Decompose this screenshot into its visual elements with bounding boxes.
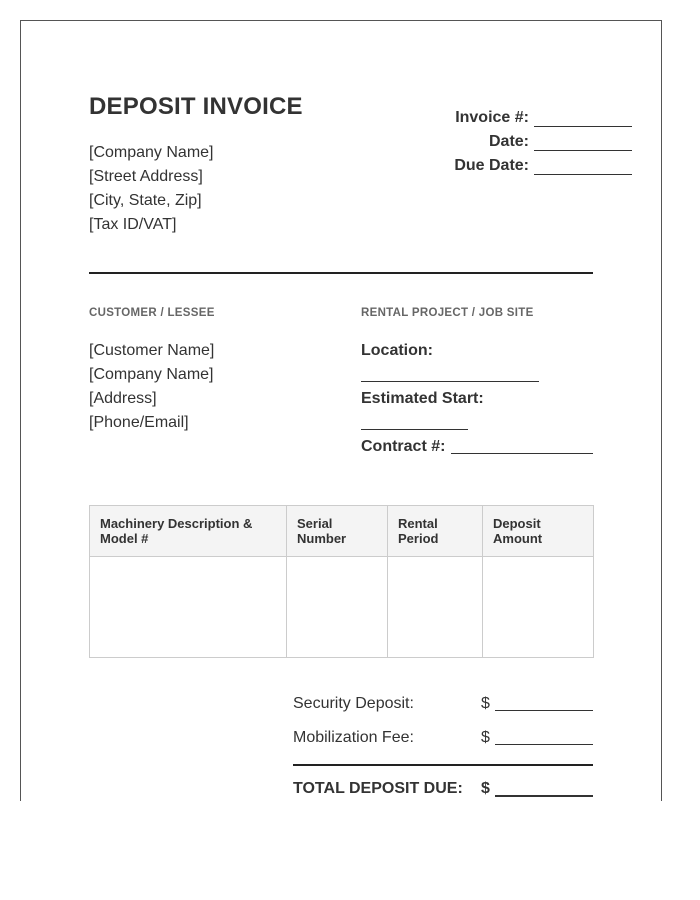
column-header-deposit-amount: Deposit Amount <box>483 506 594 557</box>
total-deposit-due-field[interactable] <box>495 795 593 797</box>
invoice-number-field[interactable] <box>534 112 632 127</box>
security-deposit-currency: $ <box>481 695 490 712</box>
company-city-state-zip: [City, State, Zip] <box>89 192 202 209</box>
invoice-number-row <box>455 103 632 127</box>
mobilization-fee-label: Mobilization Fee: <box>293 729 414 746</box>
total-deposit-due-currency: $ <box>481 780 490 797</box>
column-header-rental-period: Rental Period <box>388 506 483 557</box>
security-deposit-field[interactable] <box>495 710 593 711</box>
location-label: Location: <box>361 342 433 359</box>
project-heading: RENTAL PROJECT / JOB SITE <box>361 307 534 319</box>
estimated-start-label: Estimated Start: <box>361 390 484 407</box>
company-street-address: [Street Address] <box>89 168 203 185</box>
location-field[interactable] <box>361 381 539 382</box>
deposit-amount-cell[interactable] <box>483 557 594 658</box>
total-deposit-due-label: TOTAL DEPOSIT DUE: <box>293 780 463 797</box>
date-row <box>489 127 632 151</box>
security-deposit-label: Security Deposit: <box>293 695 414 712</box>
date-label: Date: <box>488 133 529 150</box>
due-date-label: Due Date: <box>454 157 529 174</box>
company-address-block <box>89 141 214 237</box>
totals-divider <box>293 764 593 766</box>
customer-company-name: [Company Name] <box>89 366 214 383</box>
table-header-row <box>90 506 594 557</box>
contract-label: Contract #: <box>361 438 446 455</box>
mobilization-fee-currency: $ <box>481 729 490 746</box>
column-header-description: Machinery Description & Model # <box>90 506 287 557</box>
due-date-field[interactable] <box>534 160 632 175</box>
description-cell[interactable] <box>90 557 287 658</box>
header-divider <box>89 272 593 274</box>
customer-phone-email: [Phone/Email] <box>89 414 189 431</box>
due-date-row <box>454 151 632 175</box>
invoice-title: DEPOSIT INVOICE <box>89 93 303 120</box>
column-header-serial-number: Serial Number <box>287 506 388 557</box>
rental-period-cell[interactable] <box>388 557 483 658</box>
customer-heading: CUSTOMER / LESSEE <box>89 307 215 319</box>
contract-field[interactable] <box>451 453 593 454</box>
company-tax-id: [Tax ID/VAT] <box>89 216 177 233</box>
customer-block <box>89 339 214 435</box>
serial-number-cell[interactable] <box>287 557 388 658</box>
machinery-table <box>89 505 594 658</box>
estimated-start-field[interactable] <box>361 429 468 430</box>
table-row <box>90 557 594 658</box>
mobilization-fee-field[interactable] <box>495 744 593 745</box>
date-field[interactable] <box>534 136 632 151</box>
company-name: [Company Name] <box>89 144 214 161</box>
invoice-number-label: Invoice #: <box>455 109 529 126</box>
customer-address: [Address] <box>89 390 157 407</box>
customer-name: [Customer Name] <box>89 342 215 359</box>
